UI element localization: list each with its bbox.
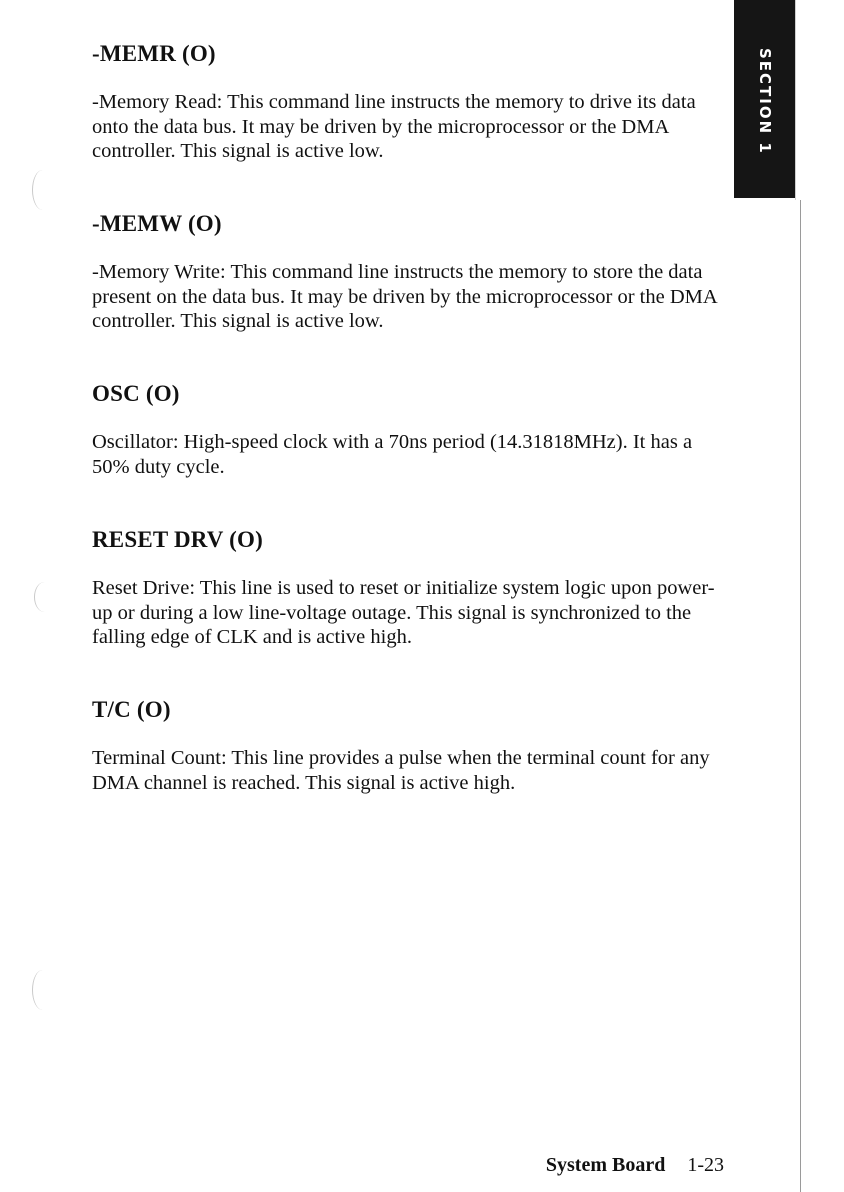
section-body: -Memory Read: This command line instructs the memory to drive its data onto the data bus. It may be driven by the microprocessor or the DMA controller. This signal is active low. [92, 91, 696, 162]
section-heading: T/C (O) [92, 697, 171, 722]
page-edge-line [800, 200, 801, 1192]
page-number: 1-23 [687, 1154, 724, 1176]
section-body: Reset Drive: This line is used to reset or initialize system logic upon power-up or during a low line-voltage outage. This signal is synchronized to the falling edge of CLK and is active high. [92, 577, 715, 648]
binder-hole-mark [32, 170, 53, 210]
section-osc [92, 380, 732, 479]
section-tc [92, 696, 732, 795]
section-tab-label: SECTION 1 [756, 48, 774, 155]
page-edge-top [795, 0, 796, 200]
binder-hole-mark [32, 970, 53, 1010]
section-body: Terminal Count: This line provides a pulse when the terminal count for any DMA channel is reached. This signal is active high. [92, 747, 710, 794]
binder-hole-mark [34, 582, 55, 612]
section-memw [92, 210, 732, 334]
section-reset-drv [92, 526, 732, 650]
section-heading: RESET DRV (O) [92, 527, 263, 552]
footer-title: System Board [545, 1154, 666, 1176]
section-body: Oscillator: High-speed clock with a 70ns period (14.31818MHz). It has a 50% duty cycle. [92, 431, 693, 478]
section-body: -Memory Write: This command line instructs the memory to store the data present on the data bus. It may be driven by the microprocessor or the DMA controller. This signal is active low. [92, 261, 717, 332]
section-heading: -MEMR (O) [92, 41, 216, 66]
section-memr [92, 40, 732, 164]
page-footer [546, 1152, 724, 1178]
section-heading: -MEMW (O) [92, 211, 222, 236]
section-heading: OSC (O) [92, 381, 180, 406]
section-tab [734, 0, 796, 198]
